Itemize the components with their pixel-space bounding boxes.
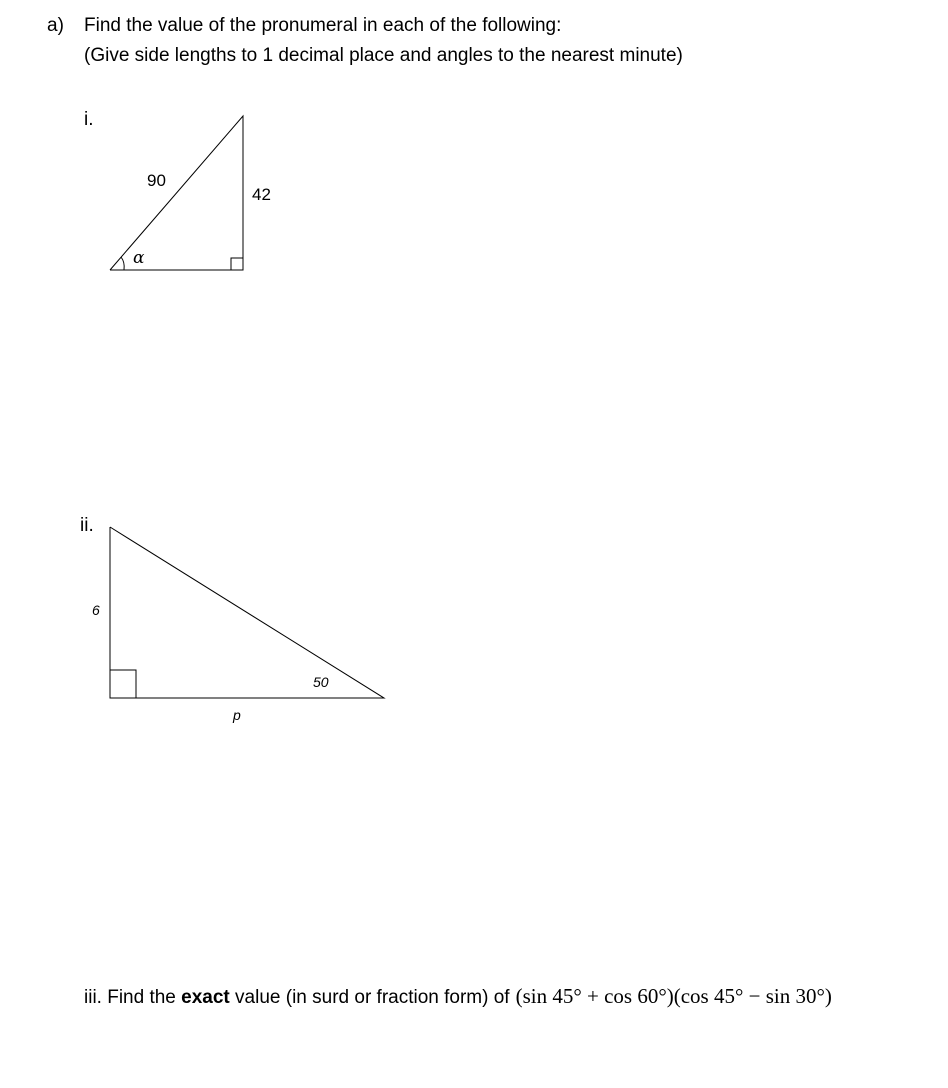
triangle-ii-angle-label: 50 [313, 674, 329, 690]
instruction-text: Find the value of the pronumeral in each of the following: [84, 15, 562, 36]
question-iii-prefix: iii. Find the [84, 987, 182, 1008]
triangle-i-angle-label: α [133, 248, 145, 268]
triangle-i-opposite-label: 42 [252, 185, 271, 204]
question-iii-expression: (sin 45° + cos 60°)(cos 45° − sin 30°) [515, 984, 832, 1008]
part-label: a) [47, 15, 64, 36]
triangle-i-outline [110, 116, 243, 270]
triangle-ii-base-label: p [233, 707, 241, 723]
triangle-i-angle-arc [121, 257, 124, 270]
triangle-ii-side-label: 6 [92, 602, 100, 618]
triangle-i-right-angle-marker [231, 258, 243, 270]
question-iii-bold: exact [181, 987, 230, 1008]
triangle-ii-outline [110, 527, 384, 698]
triangle-ii-right-angle-marker [110, 670, 136, 698]
question-i-label: i. [84, 109, 94, 130]
question-iii-line [84, 984, 832, 1010]
triangle-i-hypotenuse-label: 90 [147, 171, 166, 190]
question-ii-label: ii. [80, 515, 94, 536]
rounding-note: (Give side lengths to 1 decimal place and angles to the nearest minute) [84, 45, 683, 66]
triangle-ii [92, 527, 384, 723]
question-iii-suffix: value (in surd or fraction form) of [229, 987, 510, 1008]
triangle-i [110, 116, 271, 270]
